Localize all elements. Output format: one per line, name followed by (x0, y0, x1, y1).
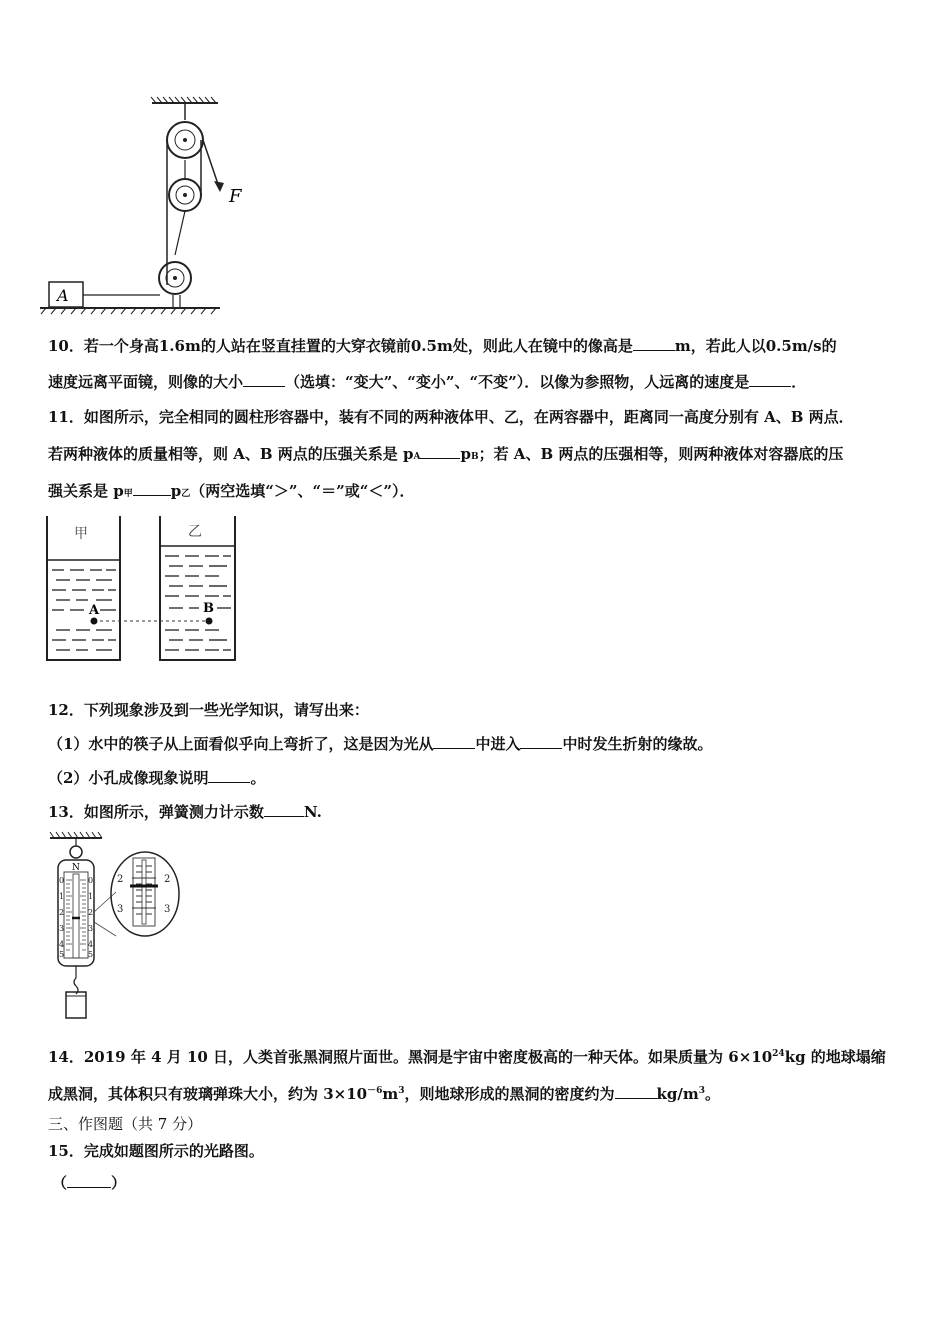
answer-blank[interactable] (520, 734, 562, 749)
scale-label-right-5: 5 (88, 950, 94, 959)
scale-label-left-0: 0 (59, 876, 65, 885)
q11-line3: 强关系是 p甲 p乙（两空选填“＞”、“＝”或“＜”）． (48, 482, 415, 500)
q12-title: 12．下列现象涉及到一些光学知识，请写出来： (48, 701, 369, 719)
q14-line1: 14．2019 年 4 月 10 日，人类首张黑洞照片面世。黑洞是宇宙中密度极高的一种天体。如果质量为 $6\times 10^{24}kg$ 的地球塌缩 (48, 1048, 886, 1066)
answer-blank[interactable] (749, 372, 791, 387)
q10-line2: 速度远离平面镜，则像的大小 （选填：“变大”、“变小”、“不变”）．以像为参照物，人远离的速度是 ． (48, 373, 807, 391)
zoom-label-left-0: 2 (117, 874, 124, 885)
zoom-label-right-0: 2 (164, 874, 171, 885)
container-left-label: 甲 (74, 526, 88, 542)
scale-label-right-1: 1 (88, 892, 94, 901)
pulley-figure (40, 95, 270, 320)
section-title: 三、作图题（共 7 分） (48, 1115, 203, 1133)
q15-title: 15．完成如题图所示的光路图。 (48, 1142, 264, 1160)
spring-scale-figure (42, 830, 192, 1022)
q15-answer: （ ） (52, 1174, 127, 1192)
zoom-label-right-1: 3 (164, 904, 171, 915)
scale-unit: N (72, 863, 80, 873)
scale-label-left-4: 4 (59, 940, 65, 949)
q12-item1: （1）水中的筷子从上面看似乎向上弯折了，这是因为光从 中进入 中时发生折射的缘故。 (48, 735, 713, 753)
q14-line2: 成黑洞，其体积只有玻璃弹珠大小，约为 $3\times 10^{-6}m^3$，则地球形成的黑洞的密度约为 $kg/m^3$。 (48, 1085, 721, 1103)
zoom-label-left-1: 3 (117, 904, 124, 915)
point-b-label: B (203, 601, 214, 616)
answer-blank[interactable] (264, 802, 304, 817)
scale-label-left-5: 5 (59, 950, 65, 959)
scale-label-left-1: 1 (59, 892, 65, 901)
q11-line2: 若两种液体的质量相等，则 A、B 两点的压强关系是 pA pB；若 A、B 两点的压强相等，则两种液体对容器底的压 (48, 445, 844, 463)
q11-line1: 11．如图所示，完全相同的圆柱形容器中，装有不同的两种液体甲、乙，在两容器中，距离同一高度分别有 A、B 两点． (48, 408, 854, 426)
q12-item2: （2）小孔成像现象说明 。 (48, 769, 266, 787)
scale-label-left-2: 2 (59, 908, 65, 917)
q10-line1: 10．若一个身高1.6m的人站在竖直挂置的大穿衣镜前0.5m处，则此人在镜中的像高是 m，若此人以0.5m/s的 (48, 337, 837, 355)
answer-blank[interactable] (615, 1084, 657, 1099)
container-right-label: 乙 (188, 524, 202, 540)
scale-label-right-2: 2 (88, 908, 94, 917)
q13-text: 13．如图所示，弹簧测力计示数 N. (48, 803, 322, 821)
answer-blank[interactable] (208, 768, 250, 783)
point-a-label: A (89, 603, 100, 618)
answer-blank[interactable] (243, 372, 285, 387)
answer-blank[interactable] (633, 336, 675, 351)
scale-label-right-4: 4 (88, 940, 94, 949)
containers-figure (42, 512, 242, 664)
answer-blank[interactable] (420, 444, 460, 459)
scale-label-left-3: 3 (59, 924, 65, 933)
scale-label-right-3: 3 (88, 924, 94, 933)
answer-blank[interactable] (433, 734, 475, 749)
scale-label-right-0: 0 (88, 876, 94, 885)
force-label: F (229, 186, 242, 207)
answer-blank[interactable] (133, 481, 171, 496)
block-a-label: A (57, 286, 69, 305)
answer-blank[interactable] (67, 1173, 111, 1188)
